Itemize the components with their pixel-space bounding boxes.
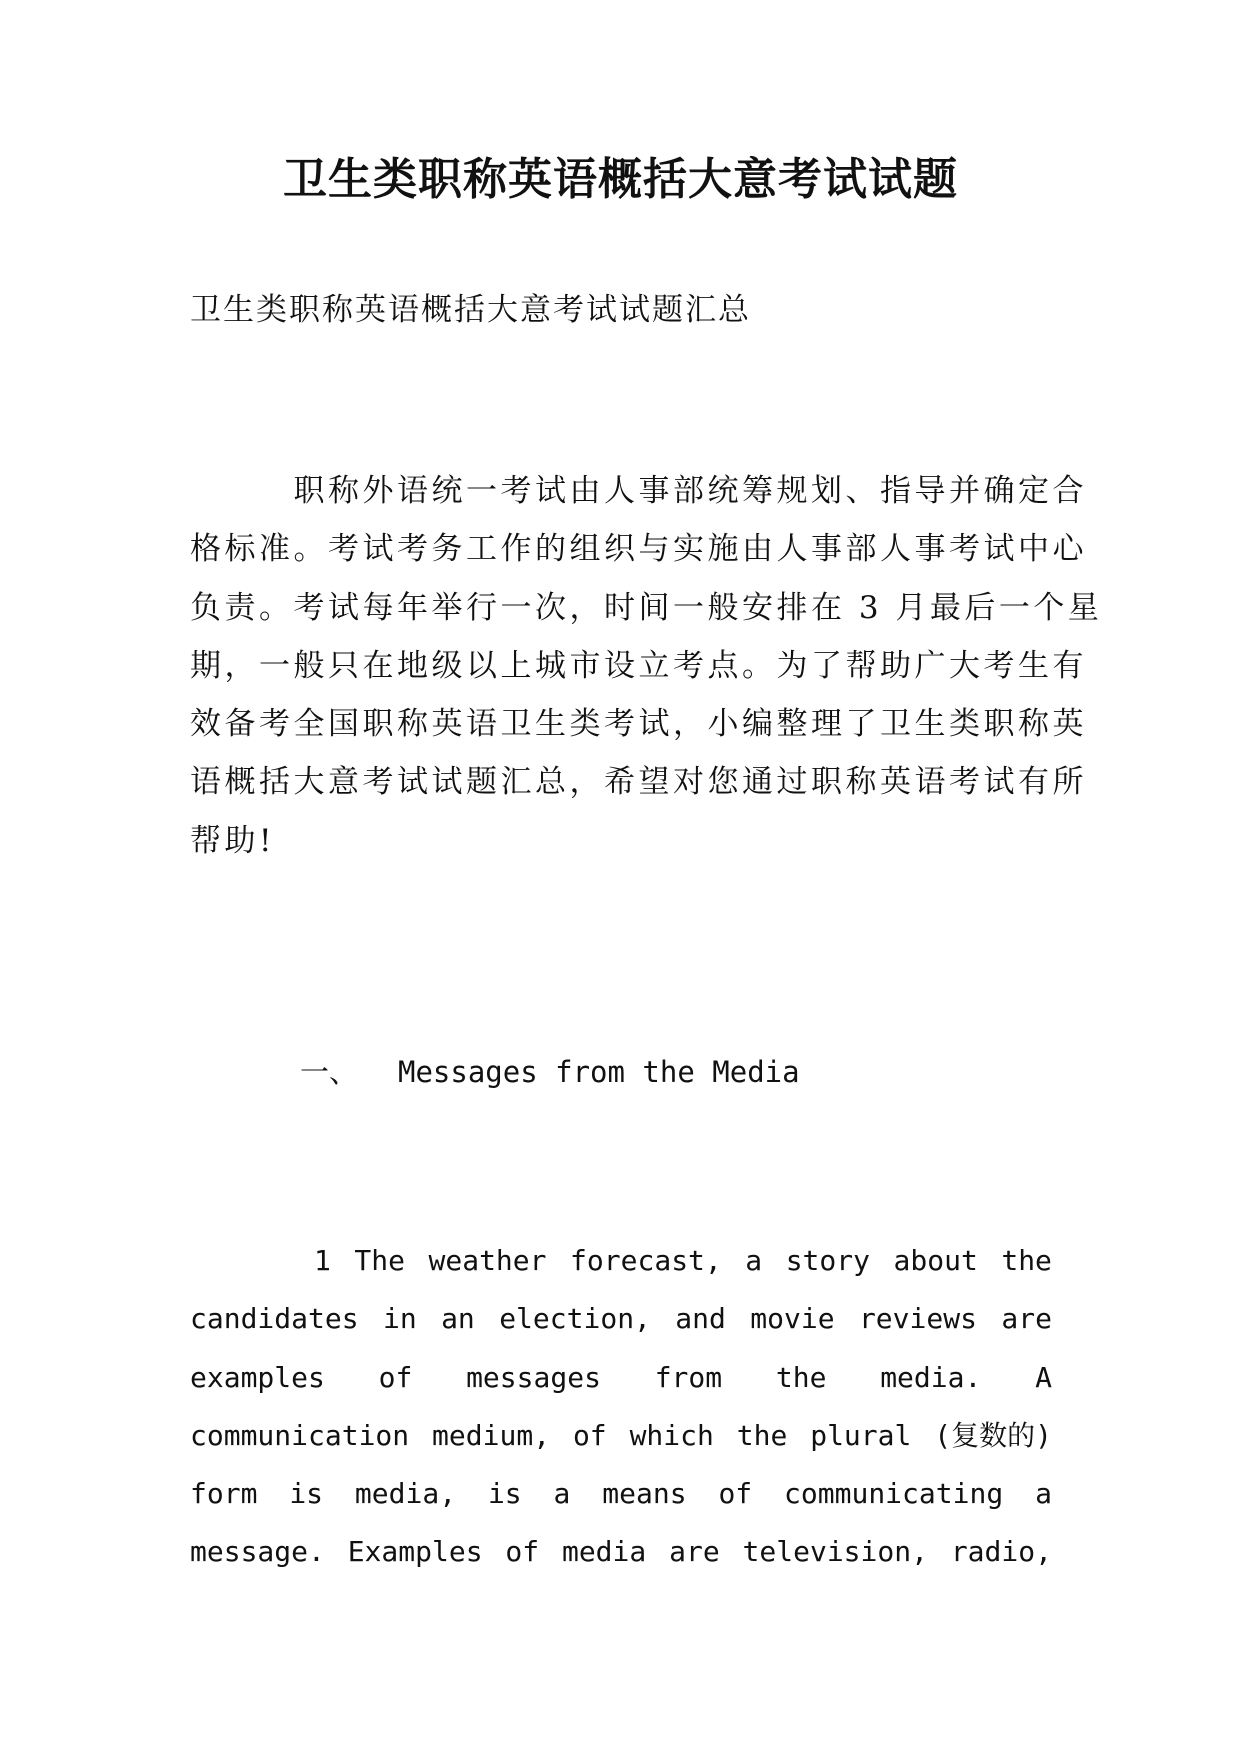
passage-line	[190, 1523, 1052, 1581]
passage-word: a	[553, 1477, 571, 1511]
passage-word: communication	[190, 1418, 410, 1452]
passage-word: the	[1001, 1244, 1052, 1277]
passage-word: medium,	[432, 1418, 551, 1452]
passage-word: media	[561, 1535, 647, 1569]
passage-word: of	[572, 1418, 607, 1452]
section-heading	[300, 1052, 800, 1092]
passage-word: reviews	[858, 1302, 977, 1336]
passage-word: which	[629, 1418, 714, 1452]
passage-word: story	[785, 1244, 870, 1277]
passage-paragraph	[190, 1232, 1052, 1582]
passage-word: The	[354, 1244, 405, 1277]
intro-line: 语概括大意考试试题汇总，希望对您通过职称英语考试有所	[190, 764, 1087, 801]
section-number: 一、	[300, 1055, 359, 1089]
document-subtitle: 卫生类职称英语概括大意考试试题汇总	[190, 292, 751, 328]
passage-word: (复数的)	[934, 1418, 1052, 1452]
passage-word: from	[654, 1360, 723, 1394]
passage-word: an	[441, 1302, 475, 1336]
passage-word: television,	[742, 1535, 928, 1569]
passage-word: plural	[810, 1418, 912, 1452]
intro-line: 帮助!	[190, 822, 275, 859]
passage-word: means	[602, 1477, 687, 1511]
passage-word: communicating	[784, 1477, 1004, 1511]
passage-word: is	[289, 1477, 324, 1511]
passage-word: media,	[354, 1477, 457, 1511]
passage-line	[190, 1290, 1052, 1348]
document-title: 卫生类职称英语概括大意考试试题	[283, 154, 958, 205]
passage-line	[190, 1465, 1052, 1523]
passage-word: 1	[314, 1244, 331, 1277]
intro-paragraph	[190, 462, 1103, 870]
passage-line	[190, 1232, 1052, 1290]
passage-word: of	[718, 1477, 753, 1511]
passage-word: a	[745, 1244, 763, 1277]
intro-line: 效备考全国职称英语卫生类考试，小编整理了卫生类职称英	[190, 706, 1087, 743]
passage-word: examples	[190, 1360, 325, 1394]
passage-line	[190, 1349, 1052, 1407]
section-title: Messages from the Media	[398, 1055, 800, 1089]
passage-word: radio,	[950, 1535, 1052, 1569]
passage-word: form	[190, 1477, 258, 1511]
passage-word: message.	[190, 1535, 325, 1569]
passage-word: the	[736, 1418, 788, 1452]
intro-line: 负责。考试每年举行一次，时间一般安排在 3 月最后一个星	[190, 589, 1103, 626]
passage-word: a	[1035, 1477, 1052, 1511]
passage-word: election,	[499, 1302, 651, 1336]
passage-line	[190, 1407, 1052, 1465]
passage-word: weather	[428, 1244, 547, 1277]
passage-word: media.	[880, 1360, 982, 1394]
passage-word: and	[675, 1302, 726, 1336]
passage-word: are	[1001, 1302, 1052, 1336]
passage-word: the	[775, 1360, 827, 1394]
passage-word: about	[893, 1244, 978, 1277]
passage-word: in	[382, 1302, 417, 1336]
passage-word: Examples	[347, 1535, 483, 1569]
passage-word: of	[378, 1360, 413, 1394]
passage-word: messages	[466, 1360, 601, 1394]
intro-line: 期，一般只在地级以上城市设立考点。为了帮助广大考生有	[190, 647, 1087, 684]
passage-word: candidates	[190, 1302, 359, 1336]
passage-word: movie	[750, 1302, 835, 1336]
intro-line: 格标准。考试考务工作的组织与实施由人事部人事考试中心	[190, 531, 1087, 568]
passage-word: of	[505, 1535, 540, 1569]
passage-word: forecast,	[570, 1244, 722, 1277]
passage-word: A	[1035, 1360, 1052, 1394]
passage-word: is	[487, 1477, 522, 1511]
passage-word: are	[669, 1535, 720, 1569]
intro-line: 职称外语统一考试由人事部统筹规划、指导并确定合	[190, 473, 1087, 509]
